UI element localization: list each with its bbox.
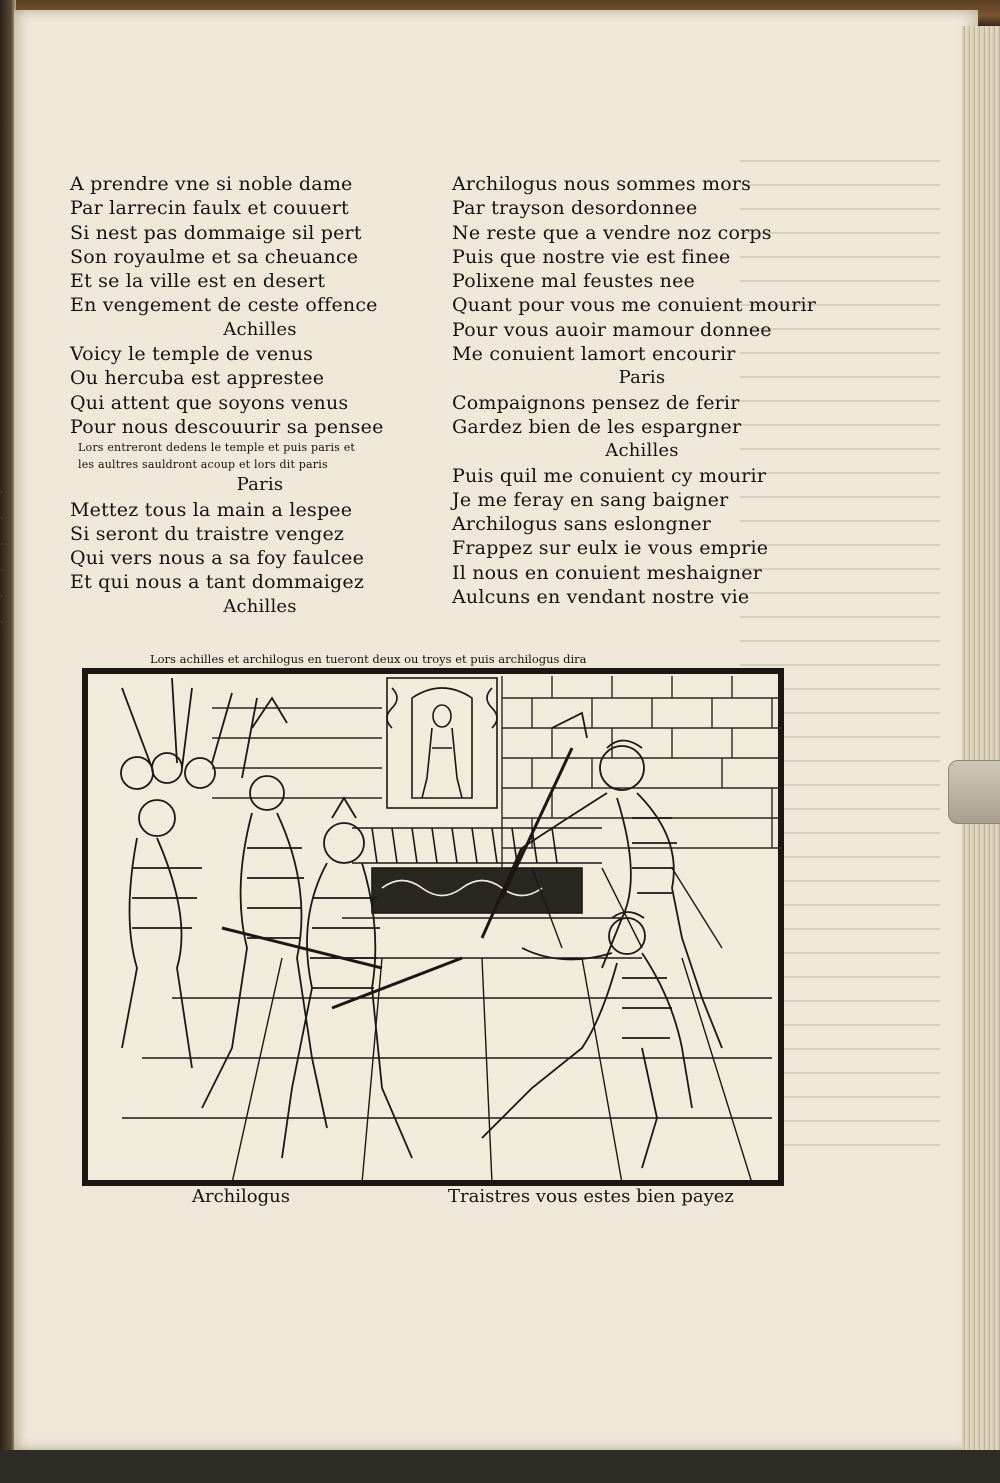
right-text-column bbox=[452, 172, 832, 609]
speaker-name: Paris bbox=[618, 367, 666, 389]
verse-line: Archilogus sans eslongner bbox=[452, 513, 712, 536]
verse-line: Frappez sur eulx ie vous emprie bbox=[452, 537, 769, 560]
verse-line: Mettez tous la main a lespee bbox=[70, 498, 353, 521]
left-text-column bbox=[70, 172, 450, 619]
verse-line: Si seront du traistre vengez bbox=[70, 522, 345, 545]
verse-line: Je me feray en sang baigner bbox=[452, 488, 729, 511]
caption-line: Traistres vous estes bien payez bbox=[448, 1186, 734, 1207]
verse-line: A prendre vne si noble dame bbox=[70, 173, 353, 195]
speaker-name: Achilles bbox=[223, 318, 297, 340]
page-clip bbox=[948, 760, 1000, 824]
verse-line: Voicy le temple de venus bbox=[70, 343, 314, 366]
caption-speaker: Archilogus bbox=[192, 1186, 290, 1207]
verse-line: Qui attent que soyons venus bbox=[70, 391, 349, 414]
speaker-name: Achilles bbox=[223, 595, 297, 617]
verse-line: Et qui nous a tant dommaigez bbox=[70, 571, 365, 594]
verse-line: Il nous en conuient meshaigner bbox=[452, 561, 763, 584]
speaker-name: Achilles bbox=[605, 440, 679, 462]
verse-line: En vengement de ceste offence bbox=[70, 294, 378, 317]
verse-line: Quant pour vous me conuient mourir bbox=[452, 294, 817, 317]
verse-line: Gardez bien de les espargner bbox=[452, 415, 742, 438]
verse-line: Par trayson desordonnee bbox=[452, 197, 698, 220]
facing-page-bleed: · · · · · · bbox=[0, 488, 3, 628]
stage-direction: Lors achilles et archilogus en tueront deux ou troys et puis archilogus dira bbox=[150, 652, 587, 666]
verse-line: Ne reste que a vendre noz corps bbox=[452, 221, 772, 244]
verse-line: Qui vers nous a sa foy faulcee bbox=[70, 547, 365, 570]
stage-direction-line: Lors entreront dedens le temple et puis paris et bbox=[78, 441, 356, 455]
verse-line: Pour vous auoir mamour donnee bbox=[452, 318, 772, 341]
verse-line: Puis que nostre vie est finee bbox=[452, 245, 731, 268]
woodcut-illustration bbox=[82, 668, 784, 1186]
stage-direction-line: les aultres sauldront acoup et lors dit paris bbox=[78, 458, 328, 472]
verse-line: Compaignons pensez de ferir bbox=[452, 391, 740, 414]
verse-line: Et se la ville est en desert bbox=[70, 270, 326, 293]
verse-line: Polixene mal feustes nee bbox=[452, 270, 696, 293]
verse-line: Par larrecin faulx et couuert bbox=[70, 197, 349, 220]
verse-line: Si nest pas dommaige sil pert bbox=[70, 221, 362, 244]
verse-line: Archilogus nous sommes mors bbox=[452, 173, 752, 195]
verse-line: Me conuient lamort encourir bbox=[452, 343, 736, 366]
verse-line: Pour nous descouurir sa pensee bbox=[70, 415, 384, 438]
verse-line: Aulcuns en vendant nostre vie bbox=[452, 586, 750, 609]
speaker-name: Paris bbox=[236, 474, 284, 496]
scan-background bbox=[0, 1450, 1000, 1483]
verse-line: Puis quil me conuient cy mourir bbox=[452, 464, 767, 487]
verse-line: Son royaulme et sa cheuance bbox=[70, 245, 359, 268]
verse-line: Ou hercuba est apprestee bbox=[70, 367, 325, 390]
page-edges bbox=[962, 26, 1000, 1456]
